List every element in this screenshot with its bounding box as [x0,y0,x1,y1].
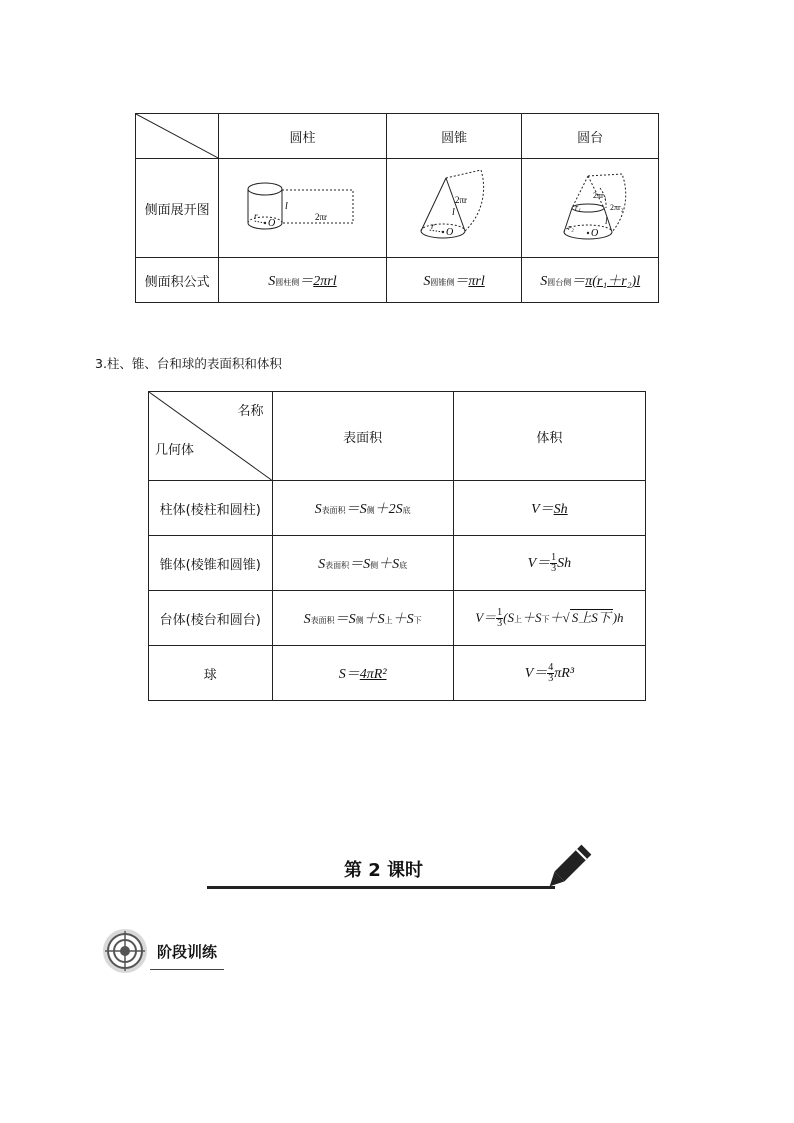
diagonal-header-cell-2 [149,392,273,481]
row-label-prism: 柱体(棱柱和圆柱) [149,481,273,536]
col-header-cone: 圆锥 [386,114,522,159]
cone-slant-label: l [452,207,455,218]
prism-surface-cell: S表面积＝S侧＋2S底 [272,481,453,536]
frustum-rtop-label: r₁ [575,203,582,212]
frustum-rbottom-label: r₂ [568,223,575,232]
header-name-label: 名称 [237,404,264,419]
cone-formula-answer: πrl [468,274,485,289]
target-icon [102,928,148,974]
pyramid-volume-cell: V＝ $\frac{1}{3}$ Sh [453,536,645,591]
frustum-formula-answer: π(r₁＋r₂)l [585,274,641,289]
lesson-underline [207,886,555,889]
fraction: $\frac{4}{3}$ [548,662,554,685]
frustum-development-cell [522,159,659,258]
sphere-volume-cell: V＝ $\frac{4}{3}$ πR³ [453,646,645,701]
prism-volume-cell: V＝Sh [453,481,645,536]
frustum-volume-cell: V＝ $\frac{1}{3}$ (S上＋S下＋√ S上S下 )h [453,591,645,646]
cone-radius-label: r [431,221,435,231]
row-label-pyramid: 锥体(棱锥和圆锥) [149,536,273,591]
fraction: $\frac{1}{3}$ [497,607,503,630]
col-header-volume: 体积 [453,392,645,481]
section-heading: 3.柱、锥、台和球的表面积和体积 [95,356,282,371]
pencil-icon [540,840,596,896]
row-label-formula: 侧面积公式 [136,258,219,303]
frustum-surface-cell: S表面积＝S侧＋S上＋S下 [272,591,453,646]
cylinder-height-label: l [285,201,289,212]
row-label-frustum: 台体(棱台和圆台) [149,591,273,646]
frustum-arc-top-label: 2πr₁ [593,191,607,200]
pyramid-surface-cell: S表面积＝S侧＋S底 [272,536,453,591]
cone-arc-label: 2πr [455,195,468,205]
col-header-surface: 表面积 [272,392,453,481]
row-label-sphere: 球 [149,646,273,701]
lesson-title: 第 2 课时 [344,860,424,881]
cylinder-arc-label: 2πr [315,212,328,222]
cone-development-cell [386,159,522,258]
header-solid-label: 几何体 [155,443,195,458]
frustum-development-diagram [530,164,650,248]
sphere-surface-cell: S＝4πR² [272,646,453,701]
row-label-development: 侧面展开图 [136,159,219,258]
cylinder-formula-answer: 2πrl [313,274,337,289]
cylinder-development-cell [219,159,387,258]
frustum-center-label: O [591,228,599,239]
frustum-arc-bottom-label: 2πr₂ [610,203,624,212]
cylinder-formula-cell: S圆柱侧＝2πrl [219,258,387,303]
cylinder-development-diagram [227,166,377,246]
diagonal-header-cell [136,114,219,159]
fraction: $\frac{1}{3}$ [551,552,557,575]
stage-underline [150,969,224,970]
col-header-cylinder: 圆柱 [219,114,387,159]
cylinder-radius-label: r [254,211,258,221]
lateral-area-table [135,113,659,303]
frustum-formula-cell: S圆台侧＝π(r₁＋r₂)l [522,258,659,303]
stage-training-label: 阶段训练 [157,943,218,961]
frustum-slant-label: l [605,216,608,226]
cone-development-diagram [394,164,514,248]
cone-center-label: O [446,227,454,238]
col-header-frustum: 圆台 [522,114,659,159]
sqrt-term: S上S下 [571,609,611,625]
cylinder-center-label: O [268,218,276,229]
surface-volume-table [148,391,646,701]
cone-formula-cell: S圆锥侧＝πrl [386,258,522,303]
